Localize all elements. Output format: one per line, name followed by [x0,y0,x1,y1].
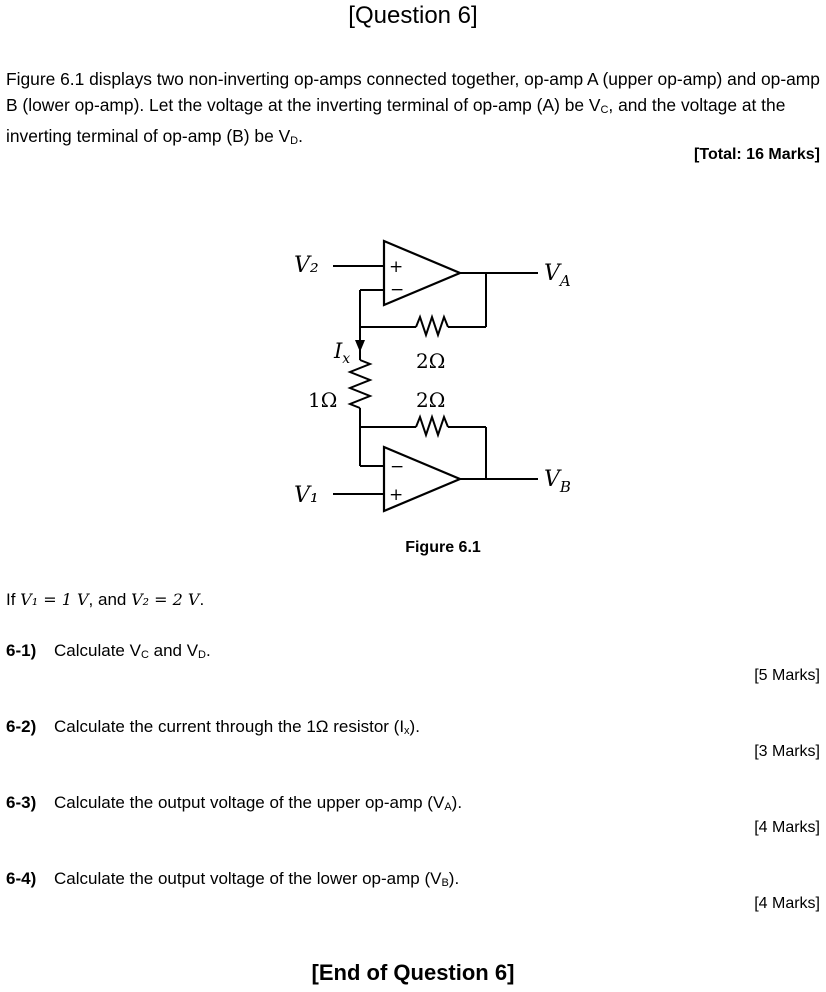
ix-arrow-icon [355,340,365,352]
op-b-minus: − [390,457,405,477]
resistor-2ohm-bottom [416,417,448,435]
label-ix: $I_x$ [334,339,351,367]
marks-6-4: [4 Marks] [754,895,820,912]
question-intro: Figure 6.1 displays two non-inverting op-amps connected together, op-amp A (upper op-amp) and op-amp B (lower op-amp). Let the voltage at the inverting terminal of op-amp (A) be $V_C$, and the voltage at the inverting terminal of op-amp (B) be $V_D$. [6,69,820,147]
circuit-wiring [333,241,538,511]
resistor-2ohm-top [416,317,448,335]
label-va: $V_A$ [544,261,571,290]
marks-6-3: [4 Marks] [754,819,820,836]
given-values: If V₁ = 1 V, and V₂ = 2 V. [6,590,205,609]
label-vb: $V_B$ [544,467,571,496]
op-a-minus: − [390,280,405,300]
figure-caption: Figure 6.1 [405,539,481,556]
subquestion-6-4: 6-4) Calculate the output voltage of the lower op-amp $(V_B)$. [6,869,460,889]
total-marks: [Total: 16 Marks] [694,146,820,163]
resistor-1ohm [350,360,370,408]
subquestion-6-3: 6-3) Calculate the output voltage of the upper op-amp $(V_A)$. [6,793,463,813]
marks-6-1: [5 Marks] [754,667,820,684]
label-r-mid: 1Ω [308,388,338,412]
label-r-top: 2Ω [416,349,446,373]
op-a-plus: + [389,257,404,277]
marks-6-2: [3 Marks] [754,743,820,760]
end-of-question: [End of Question 6] [311,960,515,985]
label-r-bottom: 2Ω [416,388,446,412]
circuit-figure [288,232,598,522]
question-title: [Question 6] [348,2,478,29]
op-b-plus: + [389,485,404,505]
label-v1: V₁ [294,483,319,508]
subquestion-6-1: 6-1) Calculate $V_C$ and $V_D$. [6,641,211,661]
label-v2: V₂ [294,253,319,278]
subquestion-6-2: 6-2) Calculate the current through the 1Ω resistor $(I_x)$. [6,717,420,737]
